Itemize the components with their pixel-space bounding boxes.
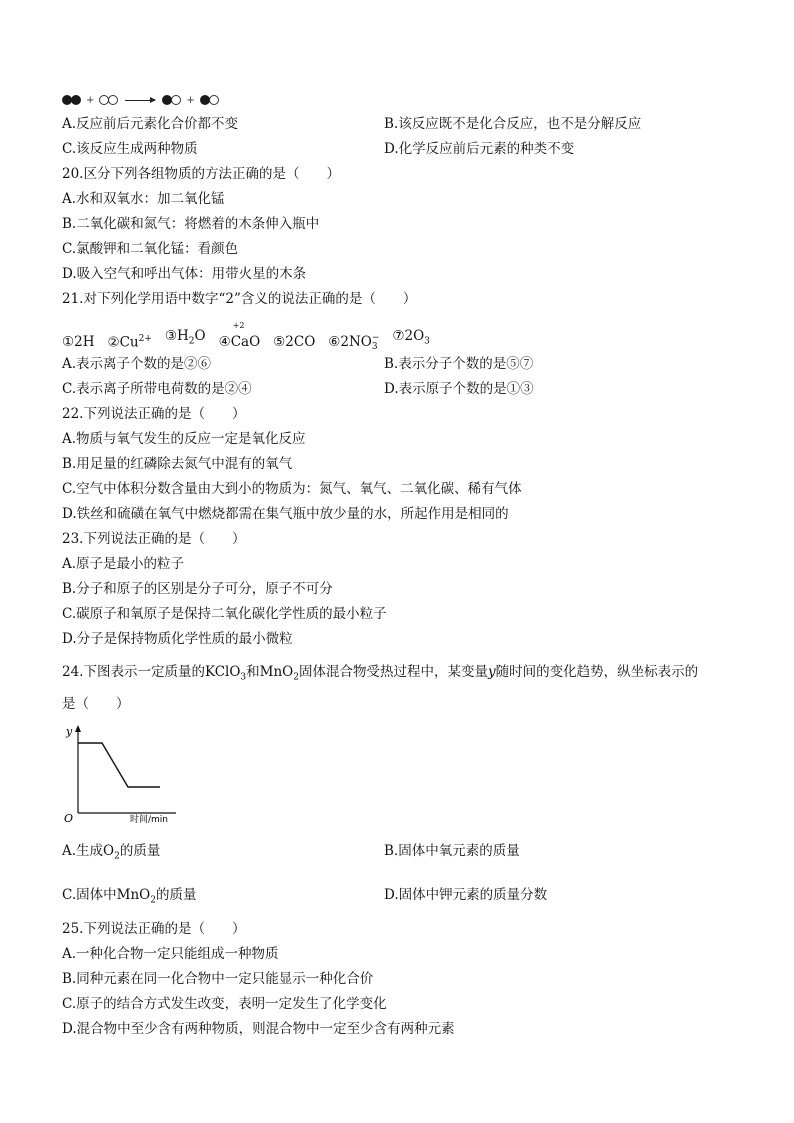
plus-sign: + [86, 94, 95, 106]
q24-graph-svg [64, 723, 194, 823]
q22-stem: 22.下列说法正确的是（ ） [62, 406, 246, 422]
molecule-black-white [162, 95, 181, 105]
q24-option-b: B.固体中氧元素的质量 [384, 843, 520, 859]
q22-option-b: B.用足量的红磷除去氮气中混有的氧气 [62, 456, 293, 472]
q24-option-c: C.固体中MnO$_2$的质量 [62, 887, 197, 906]
y-axis-label: y [66, 725, 73, 738]
q25-option-b: B.同种元素在同一化合物中一定只能显示一种化合价 [62, 971, 374, 987]
q21-option-d: D.表示原子个数的是①③ [384, 381, 534, 397]
symbol-4: ④ +2 CaO [218, 321, 261, 350]
q20-option-a: A.水和双氧水：加二氧化锰 [62, 191, 225, 207]
symbol-1: ①2H [62, 334, 95, 350]
q20-option-d: D.吸入空气和呼出气体：用带火星的木条 [62, 266, 307, 282]
symbol-6: ⑥2NO − 3 [328, 332, 380, 352]
q19-option-d: D.化学反应前后元素的种类不变 [384, 141, 575, 157]
symbol-2: $②Cu^{2+}$ [107, 333, 152, 350]
q24-graph [64, 723, 194, 823]
q19-option-c: C.该反应生成两种物质 [62, 141, 198, 157]
q21-options-row-2 [62, 377, 742, 402]
q19-options-row-1 [62, 112, 742, 137]
q23-option-b: B.分子和原子的区别是分子可分，原子不可分 [62, 581, 333, 597]
q24-options-row-1 [62, 829, 742, 873]
q21-options-row-1 [62, 352, 742, 377]
q19-options-row-2 [62, 137, 742, 162]
trend-line [78, 743, 160, 787]
exam-page [62, 88, 742, 1042]
reaction-diagram [62, 88, 742, 112]
q24-options-row-2 [62, 873, 742, 917]
q22-option-a: A.物质与氧气发生的反应一定是氧化反应 [62, 431, 306, 447]
symbol-3: $③H_2O$ [164, 328, 206, 347]
valence-mark: +2 [232, 321, 245, 330]
y-axis-arrow-icon [75, 725, 81, 732]
molecule-white-white [99, 95, 118, 105]
q21-stem: 21.对下列化学用语中数字“2”含义的说法正确的是（ ） [62, 291, 417, 307]
q25-option-c: C.原子的结合方式发生改变，表明一定发生了化学变化 [62, 996, 387, 1012]
q20-option-b: B.二氧化碳和氮气：将燃着的木条伸入瓶中 [62, 216, 320, 232]
plus-sign: + [186, 94, 195, 106]
q25-stem: 25.下列说法正确的是（ ） [62, 921, 246, 937]
q24-option-a: A.生成$O_2$的质量 [62, 843, 161, 862]
q19-option-b: B.该反应既不是化合反应，也不是分解反应 [384, 116, 642, 132]
q21-option-c: C.表示离子所带电荷数的是②④ [62, 381, 252, 397]
q19-option-a: A.反应前后元素化合价都不变 [62, 116, 239, 132]
q23-option-c: C.碳原子和氧原子是保持二氧化碳化学性质的最小粒子 [62, 606, 387, 622]
q20-option-c: C.氯酸钾和二氧化锰：看颜色 [62, 241, 239, 257]
molecule-black-black [62, 95, 81, 105]
q20-stem: 20.区分下列各组物质的方法正确的是（ ） [62, 166, 340, 182]
q22-option-d: D.铁丝和硫磺在氧气中燃烧都需在集气瓶中放少量的水，所起作用是相同的 [62, 506, 509, 522]
q21-symbols [62, 312, 742, 352]
q25-option-a: A.一种化合物一定只能组成一种物质 [62, 946, 279, 962]
q24-stem-line2: 是（ ） [62, 696, 130, 712]
q23-stem: 23.下列说法正确的是（ ） [62, 531, 246, 547]
q23-option-d: D.分子是保持物质化学性质的最小微粒 [62, 631, 293, 647]
q25-option-d: D.混合物中至少含有两种物质，则混合物中一定至少含有两种元素 [62, 1021, 455, 1037]
q24-stem: 24.下图表示一定质量的KClO$_3$和MnO$_2$固体混合物受热过程中，某变量y随时间的变化趋势，纵坐标表示的 [62, 664, 699, 683]
q23-option-a: A.原子是最小的粒子 [62, 556, 185, 572]
q22-option-c: C.空气中体积分数含量由大到小的物质为：氮气、氧气、二氧化碳、稀有气体 [62, 481, 522, 497]
origin-label: O [64, 812, 74, 823]
q24-option-d: D.固体中钾元素的质量分数 [384, 887, 548, 903]
q21-option-a: A.表示离子个数的是②⑥ [62, 356, 212, 372]
molecule-black-white [200, 95, 219, 105]
reaction-arrow-icon [125, 100, 155, 101]
q21-option-b: B.表示分子个数的是⑤⑦ [384, 356, 534, 372]
x-axis-label: 时间/min [130, 815, 169, 823]
symbol-5: ⑤2CO [273, 334, 316, 350]
symbol-7: $⑦2O_3$ [392, 328, 430, 347]
